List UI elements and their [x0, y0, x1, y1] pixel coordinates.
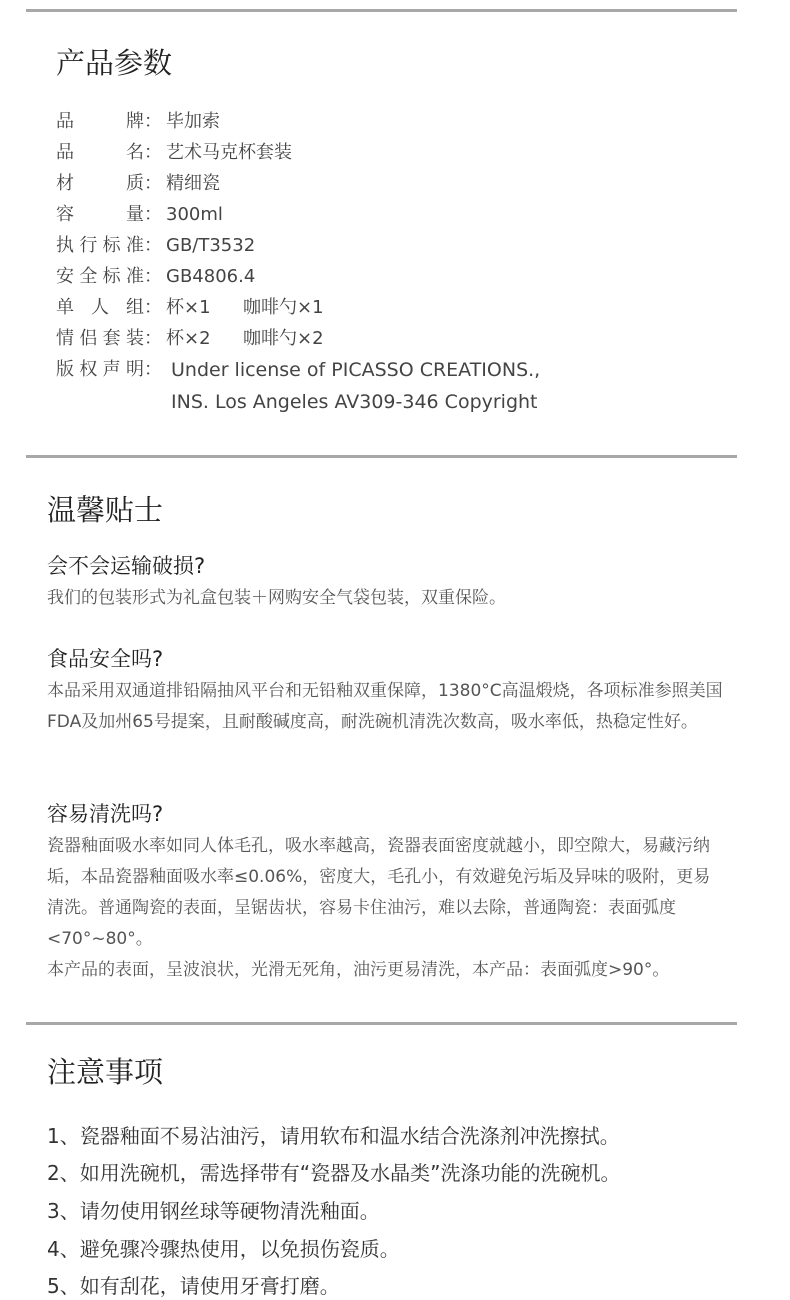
tip-answer-paragraph: 本品采用双通道排铅隔抽风平台和无铅釉双重保障，1380°C高温煅烧，各项标准参照美国FDA及加州65号提案，且耐酸碱度高，耐洗碗机清洗次数高，吸水率低，热稳定性好。	[47, 681, 723, 732]
notice-item: 4、避免骤冷骤热使用，以免损伤瓷质。	[47, 1237, 400, 1261]
spec-label: 品牌	[56, 111, 144, 132]
spec-colon: ：	[144, 173, 162, 194]
spec-value: GB4806.4	[166, 266, 256, 287]
spec-label: 单人组	[56, 297, 144, 318]
spec-label: 安全标准	[56, 266, 144, 287]
tip-answer	[47, 676, 727, 738]
spec-label: 品名	[56, 142, 144, 163]
license-line-1: Under license of PICASSO CREATIONS.,	[171, 359, 541, 381]
top-divider	[26, 9, 737, 12]
spec-label: 版权声明	[56, 359, 144, 380]
tip-answer	[47, 831, 727, 986]
spec-value: 艺术马克杯套装	[166, 142, 292, 163]
tip-answer	[47, 583, 727, 614]
spec-value-secondary: 咖啡勺×1	[243, 297, 324, 318]
spec-value: 杯×2	[166, 328, 211, 349]
spec-colon: ：	[144, 142, 162, 163]
spec-value-secondary: 咖啡勺×2	[243, 328, 324, 349]
tips-title: 温馨贴士	[47, 493, 164, 527]
spec-colon: ：	[144, 266, 162, 287]
spec-value: 杯×1	[166, 297, 211, 318]
tip-question: 食品安全吗?	[47, 647, 164, 671]
spec-label: 情侣套装	[56, 328, 144, 349]
notices-title: 注意事项	[47, 1055, 164, 1089]
spec-label: 执行标准	[56, 235, 144, 256]
spec-colon: ：	[144, 328, 162, 349]
tip-answer-paragraph: 本产品的表面，呈波浪状，光滑无死角，油污更易清洗，本产品：表面弧度>90°。	[47, 960, 670, 980]
spec-colon: ：	[144, 359, 162, 380]
license-line-2: INS. Los Angeles AV309-346 Copyright	[171, 391, 538, 413]
section-divider	[26, 455, 737, 458]
section-divider	[26, 1022, 737, 1025]
tip-answer-paragraph: 瓷器釉面吸水率如同人体毛孔，吸水率越高，瓷器表面密度就越小，即空隙大，易藏污纳垢，本品瓷器釉面吸水率≤0.06%，密度大，毛孔小，有效避免污垢及异味的吸附，更易清洗。普通陶瓷的表面，呈锯齿状，容易卡住油污，难以去除，普通陶瓷：表面弧度<70°~80°。	[47, 836, 711, 949]
spec-value: GB/T3532	[166, 235, 256, 256]
notice-item: 1、瓷器釉面不易沾油污，请用软布和温水结合洗涤剂冲洗擦拭。	[47, 1124, 620, 1148]
spec-colon: ：	[144, 235, 162, 256]
spec-colon: ：	[144, 204, 162, 225]
notice-item: 2、如用洗碗机，需选择带有“瓷器及水晶类”洗涤功能的洗碗机。	[47, 1161, 621, 1185]
notice-item: 5、如有刮花，请使用牙膏打磨。	[47, 1274, 340, 1298]
spec-value: 毕加索	[166, 111, 220, 132]
params-title: 产品参数	[56, 46, 173, 80]
spec-colon: ：	[144, 297, 162, 318]
spec-value: 精细瓷	[166, 173, 220, 194]
notice-item: 3、请勿使用钢丝球等硬物清洗釉面。	[47, 1199, 380, 1223]
tip-answer-paragraph: 我们的包装形式为礼盒包装＋网购安全气袋包装，双重保险。	[47, 588, 506, 608]
spec-label: 材质	[56, 173, 144, 194]
spec-label: 容量	[56, 204, 144, 225]
spec-value: 300ml	[166, 204, 223, 225]
tip-question: 会不会运输破损?	[47, 554, 206, 578]
spec-colon: ：	[144, 111, 162, 132]
tip-question: 容易清洗吗?	[47, 802, 164, 826]
